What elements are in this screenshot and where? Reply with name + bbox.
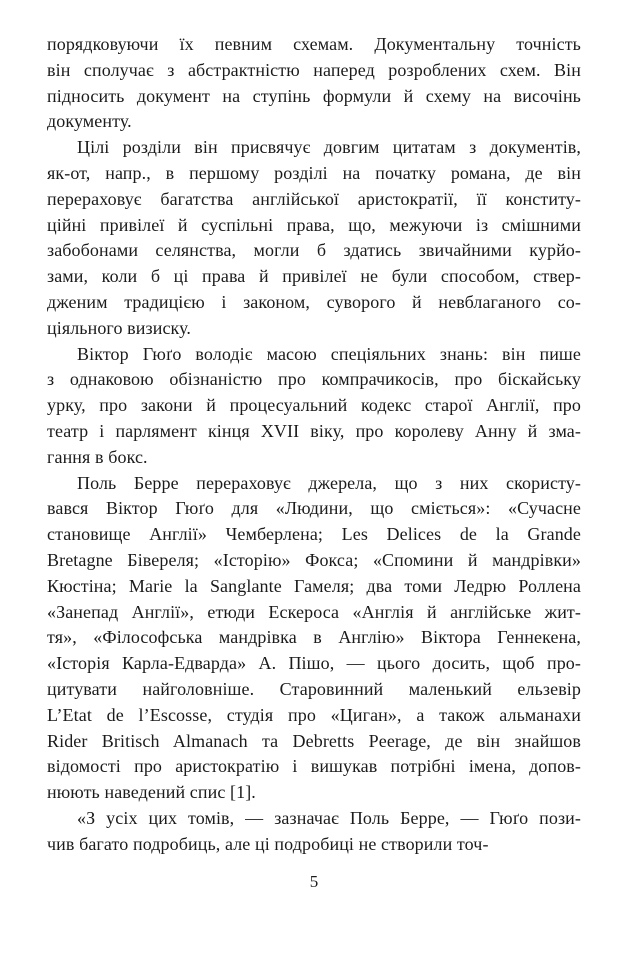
text-line: театр і парлямент кінця XVII віку, про королеву Анну й зма- xyxy=(47,420,581,441)
text-line: гання в бокс. xyxy=(47,446,148,467)
text-line: Поль Берре перераховує джерела, що з них скористу- xyxy=(77,472,581,493)
page-number: 5 xyxy=(309,871,319,891)
text-line: Віктор Гюґо володіє масою спеціяльних знань: він пише xyxy=(77,343,581,364)
text-line: «Занепад Англії», етюди Ескероса «Англія й англійське жит- xyxy=(47,601,581,622)
text-line: тя», «Філософська мандрівка в Англію» Віктора Геннекена, xyxy=(47,627,581,648)
text-line: Bretagne Бівереля; «Історію» Фокса; «Спомини й мандрівки» xyxy=(47,549,581,570)
text-line: зами, коли б ці права й привілеї не були способом, ствер- xyxy=(47,266,581,287)
text-line: чив багато подробиць, але ці подробиці не створили точ- xyxy=(47,833,489,854)
text-line: як-от, напр., в першому розділі на початку романа, де він xyxy=(47,162,581,183)
text-line: відомості про аристократію і вишукав потрібні імена, допов- xyxy=(47,756,581,777)
text-line: цитувати найголовніше. Старовинний маленький ельзевір xyxy=(47,678,581,699)
text-line: Цілі розділи він присвячує довгим цитатам з документів, xyxy=(77,137,581,158)
text-line: Кюстіна; Marie la Sanglante Гамеля; два томи Ледрю Роллена xyxy=(47,575,581,596)
text-line: дженим традицією і законом, суворого й невблаганого со- xyxy=(47,291,581,312)
text-line: перераховує багатства англійської аристократії, її конститу- xyxy=(47,188,581,209)
text-line: становище Англії» Чемберлена; Les Delices de la Grande xyxy=(47,524,581,545)
text-line: ційні привілеї й суспільні права, що, межуючи із смішними xyxy=(47,214,581,235)
text-line: Rider Britisch Almanach та Debretts Peerage, де він знайшов xyxy=(47,730,581,751)
text-line: вався Віктор Гюґо для «Людини, що сміється»: «Сучасне xyxy=(47,498,581,519)
text-line: забобонами селянства, могли б здатись звичайними курйо- xyxy=(47,240,581,261)
text-line: він сполучає з абстрактністю наперед розроблених схем. Він xyxy=(47,59,581,80)
text-line: урку, про закони й процесуальний кодекс старої Англії, про xyxy=(47,395,581,416)
text-block xyxy=(47,32,581,858)
text-line: «З усіх цих томів, — зазначає Поль Берре, — Гюґо пози- xyxy=(77,807,581,828)
text-line: L’Etat de l’Escosse, студія про «Циган», а також альманахи xyxy=(47,704,581,725)
text-line: ціяльного визиску. xyxy=(47,317,192,338)
text-line: нюють наведений спис [1]. xyxy=(47,782,256,803)
text-line: підносить документ на ступінь формули й схему на височінь xyxy=(47,85,581,106)
text-line: «Історія Карла-Едварда» А. Пішо, — цього досить, щоб про- xyxy=(47,653,581,674)
text-line: документу. xyxy=(47,111,132,132)
text-line: з однаковою обізнаністю про компрачикосів, про біскайську xyxy=(47,369,581,390)
text-line: порядковуючи їх певним схемам. Документальну точність xyxy=(47,34,581,54)
